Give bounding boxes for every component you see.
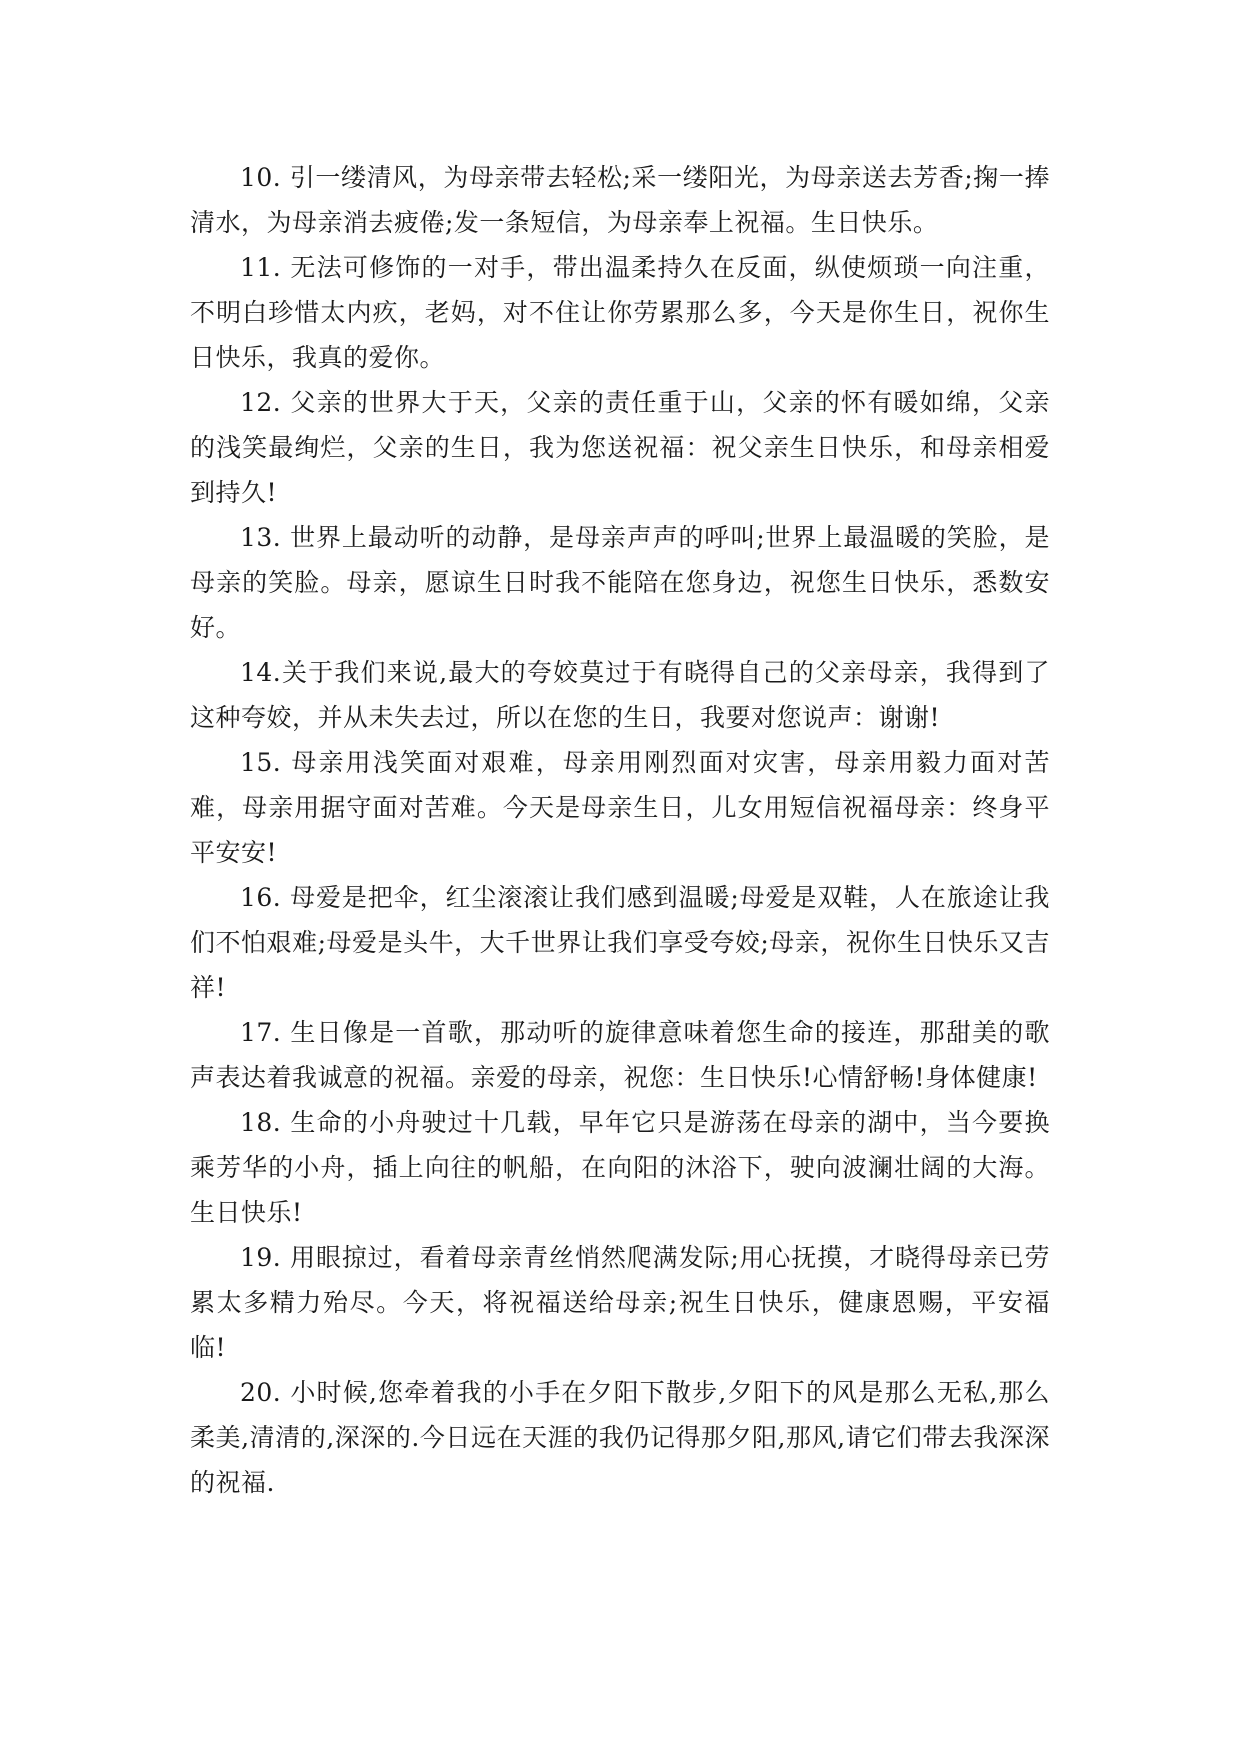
paragraph-15: 15. 母亲用浅笑面对艰难，母亲用刚烈面对灾害，母亲用毅力面对苦难，母亲用据守面对苦难。今天是母亲生日，儿女用短信祝福母亲：终身平平安安! <box>190 748 1050 867</box>
paragraph-14: 14.关于我们来说,最大的夸姣莫过于有晓得自己的父亲母亲，我得到了这种夸姣，并从未失去过，所以在您的生日，我要对您说声：谢谢! <box>190 658 1050 732</box>
paragraph-18: 18. 生命的小舟驶过十几载，早年它只是游荡在母亲的湖中，当今要换乘芳华的小舟，插上向往的帆船，在向阳的沐浴下，驶向波澜壮阔的大海。生日快乐! <box>190 1108 1050 1227</box>
document-page <box>190 155 1050 1505</box>
paragraph-20: 20. 小时候,您牵着我的小手在夕阳下散步,夕阳下的风是那么无私,那么柔美,清清的,深深的.今日远在天涯的我仍记得那夕阳,那风,请它们带去我深深的祝福. <box>190 1378 1050 1497</box>
paragraph-12: 12. 父亲的世界大于天，父亲的责任重于山，父亲的怀有暖如绵，父亲的浅笑最绚烂，父亲的生日，我为您送祝福：祝父亲生日快乐，和母亲相爱到持久! <box>190 388 1050 507</box>
paragraph-13: 13. 世界上最动听的动静，是母亲声声的呼叫;世界上最温暖的笑脸，是母亲的笑脸。母亲，愿谅生日时我不能陪在您身边，祝您生日快乐，悉数安好。 <box>190 523 1050 642</box>
paragraph-19: 19. 用眼掠过，看着母亲青丝悄然爬满发际;用心抚摸，才晓得母亲已劳累太多精力殆尽。今天，将祝福送给母亲;祝生日快乐，健康恩赐，平安福临! <box>190 1243 1050 1362</box>
paragraph-11: 11. 无法可修饰的一对手，带出温柔持久在反面，纵使烦琐一向注重，不明白珍惜太内疚，老妈，对不住让你劳累那么多，今天是你生日，祝你生日快乐，我真的爱你。 <box>190 253 1050 372</box>
paragraph-17: 17. 生日像是一首歌，那动听的旋律意味着您生命的接连，那甜美的歌声表达着我诚意的祝福。亲爱的母亲，祝您：生日快乐!心情舒畅!身体健康! <box>190 1018 1050 1092</box>
paragraph-10: 10. 引一缕清风，为母亲带去轻松;采一缕阳光，为母亲送去芳香;掬一捧清水，为母亲消去疲倦;发一条短信，为母亲奉上祝福。生日快乐。 <box>190 163 1050 237</box>
paragraph-16: 16. 母爱是把伞，红尘滚滚让我们感到温暖;母爱是双鞋，人在旅途让我们不怕艰难;母爱是头牛，大千世界让我们享受夸姣;母亲，祝你生日快乐又吉祥! <box>190 883 1050 1002</box>
